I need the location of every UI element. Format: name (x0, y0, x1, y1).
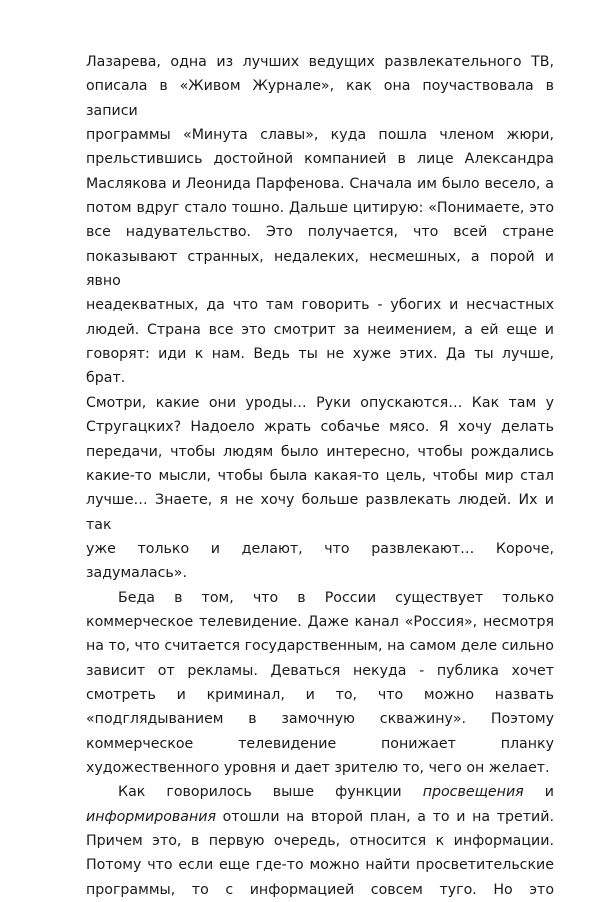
emphasis-text: информирования (86, 808, 217, 825)
text-line: неадекватных, да что там говорить - убогих и несчастных (86, 297, 554, 314)
text-line: Стругацких? Надоело жрать собачье мясо. Я хочу делать (86, 419, 554, 436)
text-line: коммерческое телевидение понижает планку (86, 735, 554, 752)
text-line: «подглядыванием в замочную скважину». Поэтому (86, 711, 554, 728)
paragraph-1 (86, 50, 554, 586)
text-fragment: отошли на второй план, а то и на третий. (216, 808, 554, 825)
text-line: художественного уровня и дает зрителю то, чего он желает. (86, 759, 550, 776)
text-line: зависит от рекламы. Деваться некуда - публика хочет (86, 662, 554, 679)
text-line: какие-то мысли, чтобы была какая-то цель, чтобы мир стал (86, 467, 554, 484)
text-line: Лазарева, одна из лучших ведущих развлекательного ТВ, (86, 54, 554, 70)
text-fragment: и (523, 784, 555, 801)
text-line: все надувательство. Это получается, что всей стране (86, 224, 554, 241)
text-line: лучше… Знаете, я не хочу больше развлекать людей. Их и так (86, 492, 554, 533)
text-line: показывают странных, недалеких, несмешных, а порой и явно (86, 248, 554, 290)
text-line: передачи, чтобы людям было интересно, чтобы рождались (86, 443, 554, 460)
text-line: программы, то с информацией совсем туго. Но это (86, 881, 554, 898)
text-line (86, 805, 554, 829)
text-line: Маслякова и Леонида Парфенова. Сначала им было весело, а (86, 175, 554, 192)
text-line: коммерческое телевидение. Даже канал «Россия», несмотря (86, 613, 554, 630)
text-line: Причем это, в первую очередь, относится к информации. (86, 833, 554, 849)
text-line: людей. Страна все это смотрит за неимением, а ей еще и (86, 321, 554, 338)
emphasis-text: просвещения (422, 784, 524, 801)
text-line: на то, что считается государственным, на самом деле сильно (86, 638, 554, 655)
paragraph-2 (86, 586, 554, 781)
text-line: Потому что если еще где-то можно найти просветительские (86, 857, 554, 874)
text-fragment: Как говорилось выше функции (118, 784, 423, 801)
text-line: программы «Минута славы», куда пошла членом жюри, (86, 127, 554, 144)
text-line (86, 780, 554, 804)
body-text (86, 50, 554, 902)
text-line: говорят: иди к нам. Ведь ты не хуже этих. Да ты лучше, брат. (86, 346, 554, 387)
text-line: прельстившись достойной компанией в лице Александра (86, 151, 554, 168)
text-line: смотреть и криминал, и то, что можно назвать (86, 686, 554, 703)
paragraph-3 (86, 780, 554, 902)
text-line: описала в «Живом Журнале», как она поучаствовала в записи (86, 78, 554, 119)
text-line: Смотри, какие они уроды… Руки опускаются… Как там у (86, 394, 554, 411)
text-line: уже только и делают, что развлекают… Короче, задумалась». (86, 540, 554, 582)
text-line: Беда в том, что в России существует только (118, 589, 554, 606)
text-line: потом вдруг стало тошно. Дальше цитирую: «Понимаете, это (86, 200, 554, 217)
